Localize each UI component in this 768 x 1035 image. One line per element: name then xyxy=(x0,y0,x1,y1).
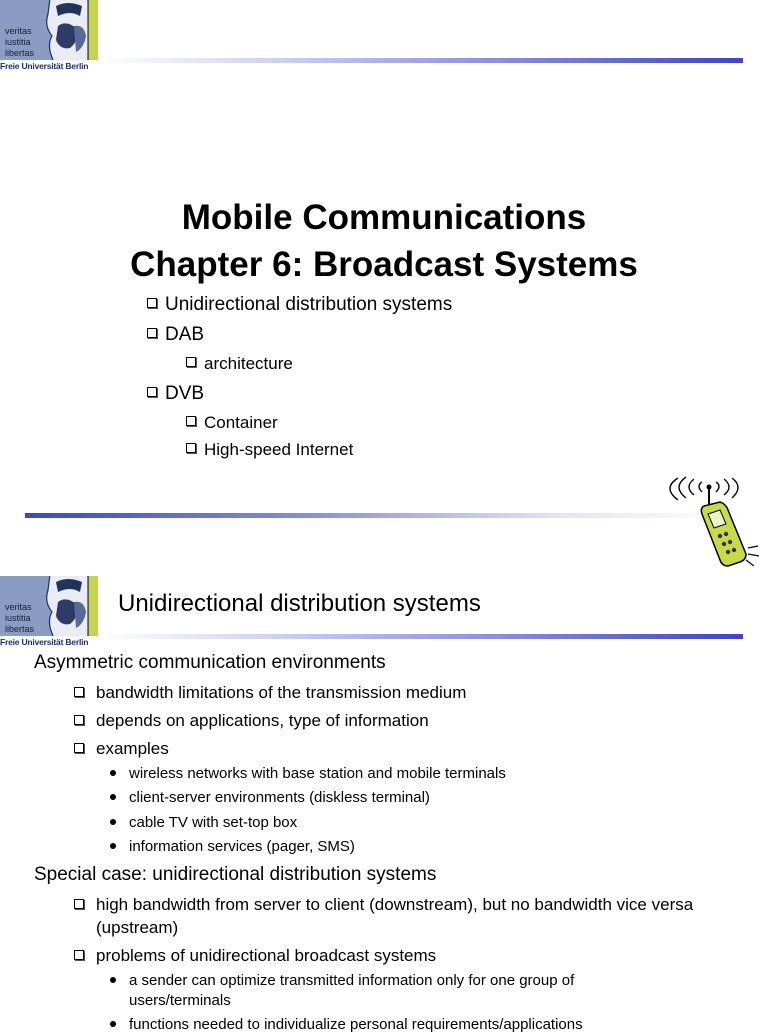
bullet-text: cable TV with set-top box xyxy=(129,814,298,831)
university-seal xyxy=(0,0,89,60)
square-bullet-icon xyxy=(74,899,84,909)
item-text: DVB xyxy=(165,383,205,404)
special-case-heading: Special case: unidirectional distribution systems xyxy=(34,864,437,885)
slide1-item-dvb xyxy=(147,383,204,405)
square-bullet-icon xyxy=(186,416,196,426)
round-bullet-icon xyxy=(110,794,116,800)
square-bullet-icon xyxy=(147,298,157,308)
header-rule xyxy=(100,58,743,63)
logo-green-bar xyxy=(89,0,98,60)
bullet-text: problems of unidirectional broadcast systems xyxy=(96,946,437,965)
slide1-title-line1: Mobile Communications xyxy=(181,198,587,237)
bullet-text: functions needed to individualize personal requirements/applications xyxy=(129,1016,583,1033)
example-cable-tv xyxy=(110,813,710,833)
square-bullet-icon xyxy=(186,357,196,367)
motto-iustitia: iustitia xyxy=(5,37,31,47)
example-client-server xyxy=(110,788,710,808)
bullet-text: bandwidth limitations of the transmission medium xyxy=(96,683,467,702)
logo-green-bar xyxy=(89,576,98,636)
bullet-text: information services (pager, SMS) xyxy=(129,838,355,855)
slide1-title-line2: Chapter 6: Broadcast Systems xyxy=(130,245,638,284)
seal-motto xyxy=(5,602,34,635)
bullet-problems xyxy=(74,944,714,967)
slide2-header-rule xyxy=(100,634,743,639)
bullet-text: high bandwidth from server to client (downstream), but no bandwidth vice versa (upstream) xyxy=(96,895,694,937)
asymmetric-heading: Asymmetric communication environments xyxy=(34,652,386,673)
item-text: Container xyxy=(204,413,278,432)
university-name: Freie Universität Berlin xyxy=(0,637,89,647)
slide1-item-dab xyxy=(147,324,204,346)
bullet-text: client-server environments (diskless terminal) xyxy=(129,789,430,806)
slide1-item-container xyxy=(186,413,278,433)
square-bullet-icon xyxy=(74,950,84,960)
problem-individualize xyxy=(110,1015,710,1035)
item-text: High-speed Internet xyxy=(204,440,354,459)
square-bullet-icon xyxy=(186,443,196,453)
item-text: architecture xyxy=(204,354,293,373)
fu-berlin-logo xyxy=(0,0,98,76)
bullet-text: examples xyxy=(96,739,169,758)
item-text: DAB xyxy=(165,324,205,345)
motto-veritas: veritas xyxy=(5,26,32,36)
motto-iustitia: iustitia xyxy=(5,613,31,623)
bullet-bandwidth xyxy=(74,681,714,704)
bullet-text: wireless networks with base station and mobile terminals xyxy=(129,765,506,782)
bullet-text: a sender can optimize transmitted information only for one group of users/terminals xyxy=(129,972,575,1009)
seal-emblem-icon xyxy=(40,576,89,636)
slide2-title: Unidirectional distribution systems xyxy=(118,590,481,617)
motto-veritas: veritas xyxy=(5,602,32,612)
university-seal xyxy=(0,576,89,636)
example-information-services xyxy=(110,837,710,857)
item-text: Unidirectional distribution systems xyxy=(165,294,453,315)
round-bullet-icon xyxy=(110,977,116,983)
university-name: Freie Universität Berlin xyxy=(0,61,89,71)
bullet-examples xyxy=(74,737,714,760)
bullet-depends xyxy=(74,709,714,732)
motto-libertas: libertas xyxy=(5,624,35,634)
bullet-high-bandwidth xyxy=(74,893,724,939)
problem-sender-optimize xyxy=(110,971,650,1011)
round-bullet-icon xyxy=(110,770,116,776)
slide1-item-unidirectional xyxy=(147,294,452,316)
square-bullet-icon xyxy=(74,743,84,753)
mobile-phone-icon xyxy=(662,474,762,570)
motto-libertas: libertas xyxy=(5,48,35,58)
example-wireless xyxy=(110,764,710,784)
slide1-item-high-speed-internet xyxy=(186,440,353,460)
square-bullet-icon xyxy=(147,387,157,397)
seal-emblem-icon xyxy=(40,0,89,60)
square-bullet-icon xyxy=(74,715,84,725)
bullet-text: depends on applications, type of information xyxy=(96,711,429,730)
square-bullet-icon xyxy=(147,328,157,338)
round-bullet-icon xyxy=(110,1021,116,1027)
round-bullet-icon xyxy=(110,819,116,825)
fu-berlin-logo-slide2 xyxy=(0,576,98,652)
seal-motto xyxy=(5,26,34,59)
footer-rule xyxy=(25,513,742,518)
square-bullet-icon xyxy=(74,687,84,697)
round-bullet-icon xyxy=(110,843,116,849)
slide1-item-architecture xyxy=(186,354,293,374)
